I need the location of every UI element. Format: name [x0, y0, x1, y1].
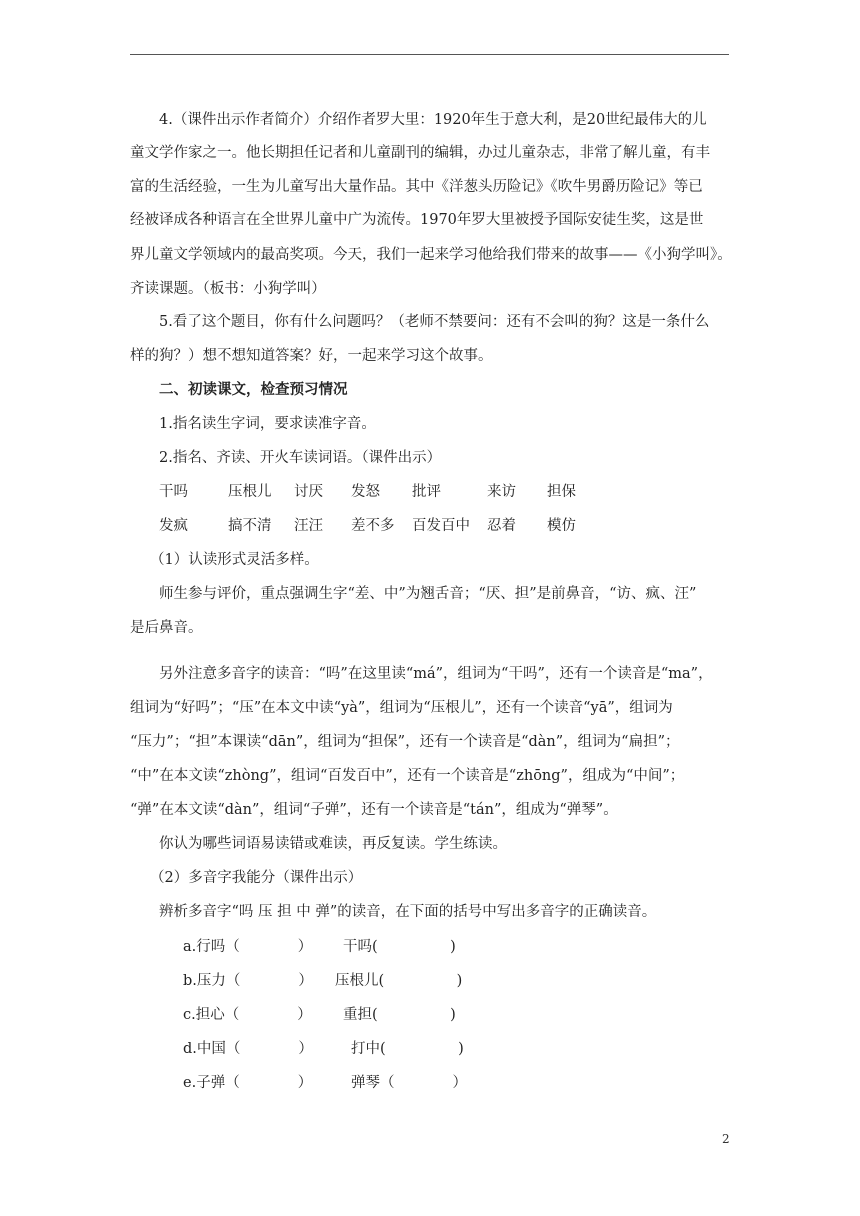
item5-line-2: 样的狗？）想不想知道答案？好，一起来学习这个故事。: [130, 348, 493, 364]
word-item: 发怒: [351, 484, 380, 500]
word-item: 汪汪: [294, 518, 323, 534]
item4-line-3: 富的生活经验，一生为儿童写出大量作品。其中《洋葱头历险记》《吹牛男爵历险记》等已: [130, 179, 703, 195]
page-number: 2: [722, 1132, 730, 1146]
word-item: 批评: [412, 484, 441, 500]
instruction-text: 辨析多音字“吗 压 担 中 弹”的读音，在下面的括号中写出多音字的正确读音。: [159, 904, 657, 920]
exercise-item-a: d.中国（ ）: [183, 1041, 313, 1057]
word-item: 差不多: [351, 518, 395, 534]
word-item: 来访: [487, 484, 516, 500]
polyphone-line-3: “压力”；“担”本课读“dān”，组词为“担保”，还有一个读音是“dàn”，组词为“扁担”；: [130, 734, 680, 750]
exercise-item-b: 打中( ): [351, 1041, 464, 1057]
exercise-item-a: b.压力（ ）: [183, 973, 313, 989]
sub-heading-1: （1）认读形式灵活多样。: [150, 552, 319, 568]
step-2: 2.指名、齐读、开火车读词语。（课件出示）: [159, 450, 442, 466]
exercise-item-b: 重担( ): [343, 1007, 456, 1023]
section-heading: 二、初读课文，检查预习情况: [159, 381, 348, 398]
word-item: 讨厌: [294, 484, 323, 500]
polyphone-line-5: “弹”在本文读“dàn”，组词“子弹”，还有一个读音是“tán”，组成为“弹琴”。: [130, 802, 618, 818]
word-item: 忍着: [487, 518, 516, 534]
word-item: 发疯: [159, 518, 188, 534]
exercise-item-a: c.担心（ ）: [183, 1007, 312, 1023]
word-item: 百发百中: [412, 518, 470, 534]
item5-line-1: 5.看了这个题目，你有什么问题吗？（老师不禁要问：还有不会叫的狗？这是一条什么: [159, 314, 710, 330]
item4-line-1: 4.（课件出示作者简介）介绍作者罗大里：1920年生于意大利，是20世纪最伟大的儿: [159, 112, 707, 128]
exercise-item-a: a.行吗（ ）: [183, 939, 313, 955]
polyphone-line-2: 组词为“好吗”；“压”在本文中读“yà”，组词为“压根儿”，还有一个读音“yā”，组词为: [130, 700, 673, 716]
item4-line-4: 经被译成各种语言在全世界儿童中广为流传。1970年罗大里被授予国际安徒生奖，这是世: [130, 212, 704, 228]
sub-heading-2: （2）多音字我能分（课件出示）: [150, 870, 363, 886]
word-item: 模仿: [547, 518, 576, 534]
item4-line-6: 齐读课题。（板书：小狗学叫）: [130, 281, 326, 297]
evaluation-line-1: 师生参与评价，重点强调生字“差、中”为翘舌音；“厌、担”是前鼻音，“访、疯、汪”: [159, 586, 697, 602]
practice-text: 你认为哪些词语易读错或难读，再反复读。学生练读。: [159, 836, 507, 852]
item4-line-5: 界儿童文学领域内的最高奖项。今天，我们一起来学习他给我们带来的故事——《小狗学叫》。: [130, 247, 732, 263]
exercise-item-a: e.子弹（ ）: [183, 1075, 313, 1091]
polyphone-line-4: “中”在本文读“zhòng”，组词“百发百中”，还有一个读音是“zhōng”，组成为“中间”；: [130, 768, 685, 784]
exercise-item-b: 干吗( ): [343, 939, 456, 955]
word-item: 压根儿: [228, 484, 272, 500]
word-item: 担保: [547, 484, 576, 500]
exercise-item-b: 弹琴（ ）: [351, 1075, 467, 1091]
word-item: 搞不清: [228, 518, 272, 534]
step-1: 1.指名读生字词，要求读准字音。: [159, 416, 376, 432]
exercise-item-b: 压根儿( ): [335, 973, 463, 989]
polyphone-line-1: 另外注意多音字的读音：“吗”在这里读“má”，组词为“干吗”，还有一个读音是“ma”，: [159, 666, 713, 682]
header-rule: [130, 54, 729, 55]
item4-line-2: 童文学作家之一。他长期担任记者和儿童副刊的编辑，办过儿童杂志，非常了解儿童，有丰: [130, 145, 710, 161]
word-item: 干吗: [159, 484, 188, 500]
evaluation-line-2: 是后鼻音。: [130, 620, 203, 636]
